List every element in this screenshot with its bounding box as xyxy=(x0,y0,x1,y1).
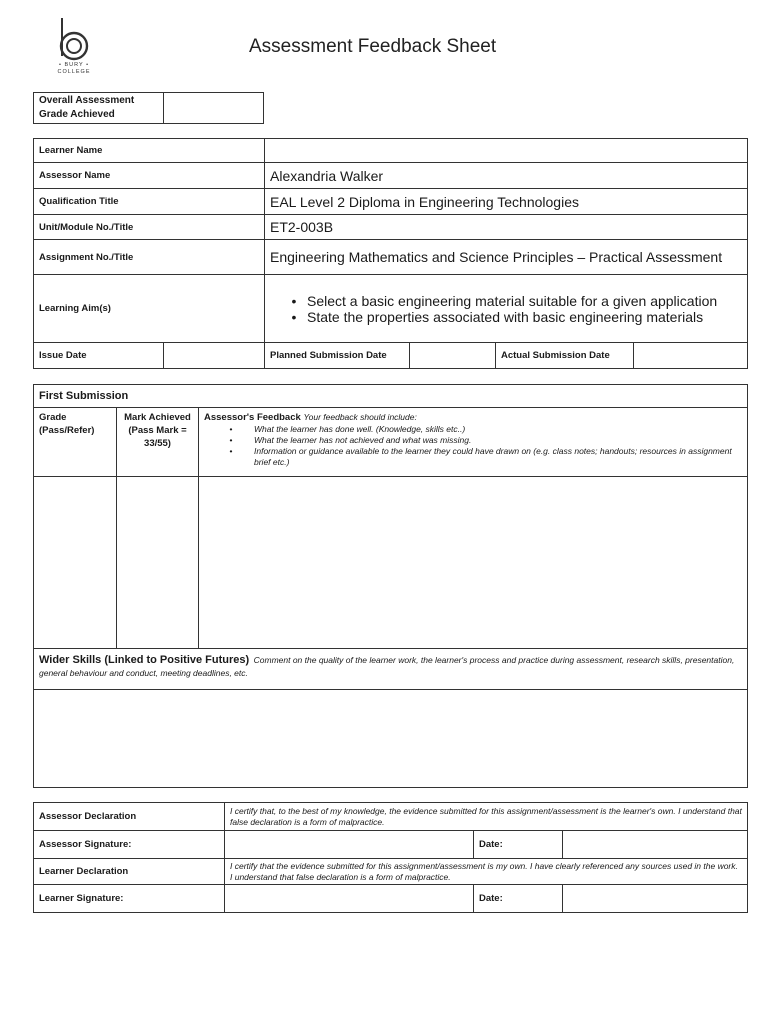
aim-text: State the properties associated with basic engineering materials xyxy=(307,308,704,325)
feedback-header-cell xyxy=(199,408,748,477)
unit-label: Unit/Module No./Title xyxy=(34,215,265,240)
aim-text: Select a basic engineering material suitable for a given application xyxy=(307,292,718,309)
learner-name-label: Learner Name xyxy=(34,139,265,163)
page-title: Assessment Feedback Sheet xyxy=(249,36,497,57)
learner-signature-label: Learner Signature: xyxy=(34,885,225,913)
actual-date-label: Actual Submission Date xyxy=(496,343,634,369)
assessor-date-label: Date: xyxy=(474,831,563,859)
bullet-icon: • xyxy=(229,446,233,456)
logo-text: • BURY • COLLEGE xyxy=(57,62,91,75)
assessor-signature-field[interactable] xyxy=(225,831,474,859)
guidance-text: What the learner has not achieved and what was missing. xyxy=(254,435,472,445)
assessor-name-field[interactable]: Alexandria Walker xyxy=(265,163,748,189)
bullet-icon: • xyxy=(229,435,233,445)
details-table xyxy=(33,138,748,369)
planned-date-label: Planned Submission Date xyxy=(265,343,410,369)
planned-date-field[interactable] xyxy=(410,343,496,369)
list-item xyxy=(208,446,742,468)
learner-date-field[interactable] xyxy=(563,885,748,913)
first-submission-heading: First Submission xyxy=(34,385,748,408)
wider-skills-note: Comment on the quality of the learner work, the learner's process and practice during assessment, research skills, presentation, general behaviour and conduct, meeting deadlines, etc. xyxy=(39,655,735,678)
learner-declaration-label: Learner Declaration xyxy=(34,859,225,885)
unit-field[interactable]: ET2-003B xyxy=(265,215,748,240)
assignment-label: Assignment No./Title xyxy=(34,240,265,275)
issue-date-label: Issue Date xyxy=(34,343,164,369)
learning-aims-label: Learning Aim(s) xyxy=(34,275,265,343)
mark-header: Mark Achieved (Pass Mark = 33/55) xyxy=(117,408,199,477)
actual-date-field[interactable] xyxy=(634,343,748,369)
bullet-icon: • xyxy=(229,424,233,434)
list-item xyxy=(281,293,742,309)
first-submission-table xyxy=(33,384,748,788)
learning-aims-field[interactable] xyxy=(265,275,748,343)
assessor-name-label: Assessor Name xyxy=(34,163,265,189)
assignment-field[interactable]: Engineering Mathematics and Science Principles – Practical Assessment xyxy=(265,240,748,275)
feedback-header: Assessor's Feedback xyxy=(204,412,301,423)
wider-skills-field[interactable] xyxy=(34,690,748,788)
grade-header: Grade (Pass/Refer) xyxy=(34,408,117,477)
declarations-table xyxy=(33,802,748,913)
assessor-signature-label: Assessor Signature: xyxy=(34,831,225,859)
overall-grade-label: Overall Assessment Grade Achieved xyxy=(34,93,164,124)
wider-skills-heading: Wider Skills (Linked to Positive Futures) xyxy=(39,654,250,666)
learner-date-label: Date: xyxy=(474,885,563,913)
learner-declaration-text: I certify that the evidence submitted for this assignment/assessment is my own. I have clearly referenced any sources used in the work. I understand that false declaration is a form of malpractice. xyxy=(225,859,748,885)
learning-aims-list xyxy=(281,293,742,325)
feedback-guidance-list xyxy=(204,424,742,468)
guidance-text: What the learner has done well. (Knowledge, skills etc..) xyxy=(254,424,466,434)
learner-name-field[interactable] xyxy=(265,139,748,163)
grade-field[interactable] xyxy=(34,477,117,649)
mark-field[interactable] xyxy=(117,477,199,649)
learner-signature-field[interactable] xyxy=(225,885,474,913)
qualification-label: Qualification Title xyxy=(34,189,265,215)
feedback-intro: Your feedback should include: xyxy=(303,412,417,422)
assessor-declaration-label: Assessor Declaration xyxy=(34,803,225,831)
assessor-declaration-text: I certify that, to the best of my knowledge, the evidence submitted for this assignment/assessment is the learner's own. I understand that false declaration is a form of malpractice. xyxy=(225,803,748,831)
feedback-field[interactable] xyxy=(199,477,748,649)
assessor-date-field[interactable] xyxy=(563,831,748,859)
list-item xyxy=(208,424,742,435)
guidance-text: Information or guidance available to the learner they could have drawn on (e.g. class notes; handouts; resources in assignment brief etc.) xyxy=(254,446,732,467)
list-item xyxy=(281,309,742,325)
qualification-field[interactable]: EAL Level 2 Diploma in Engineering Technologies xyxy=(265,189,748,215)
wider-skills-header-cell xyxy=(34,649,748,690)
overall-grade-field[interactable] xyxy=(164,93,264,124)
bullet-icon: • xyxy=(291,308,297,325)
issue-date-field[interactable] xyxy=(164,343,265,369)
list-item xyxy=(208,435,742,446)
overall-grade-table xyxy=(33,92,264,124)
bullet-icon: • xyxy=(291,292,297,309)
